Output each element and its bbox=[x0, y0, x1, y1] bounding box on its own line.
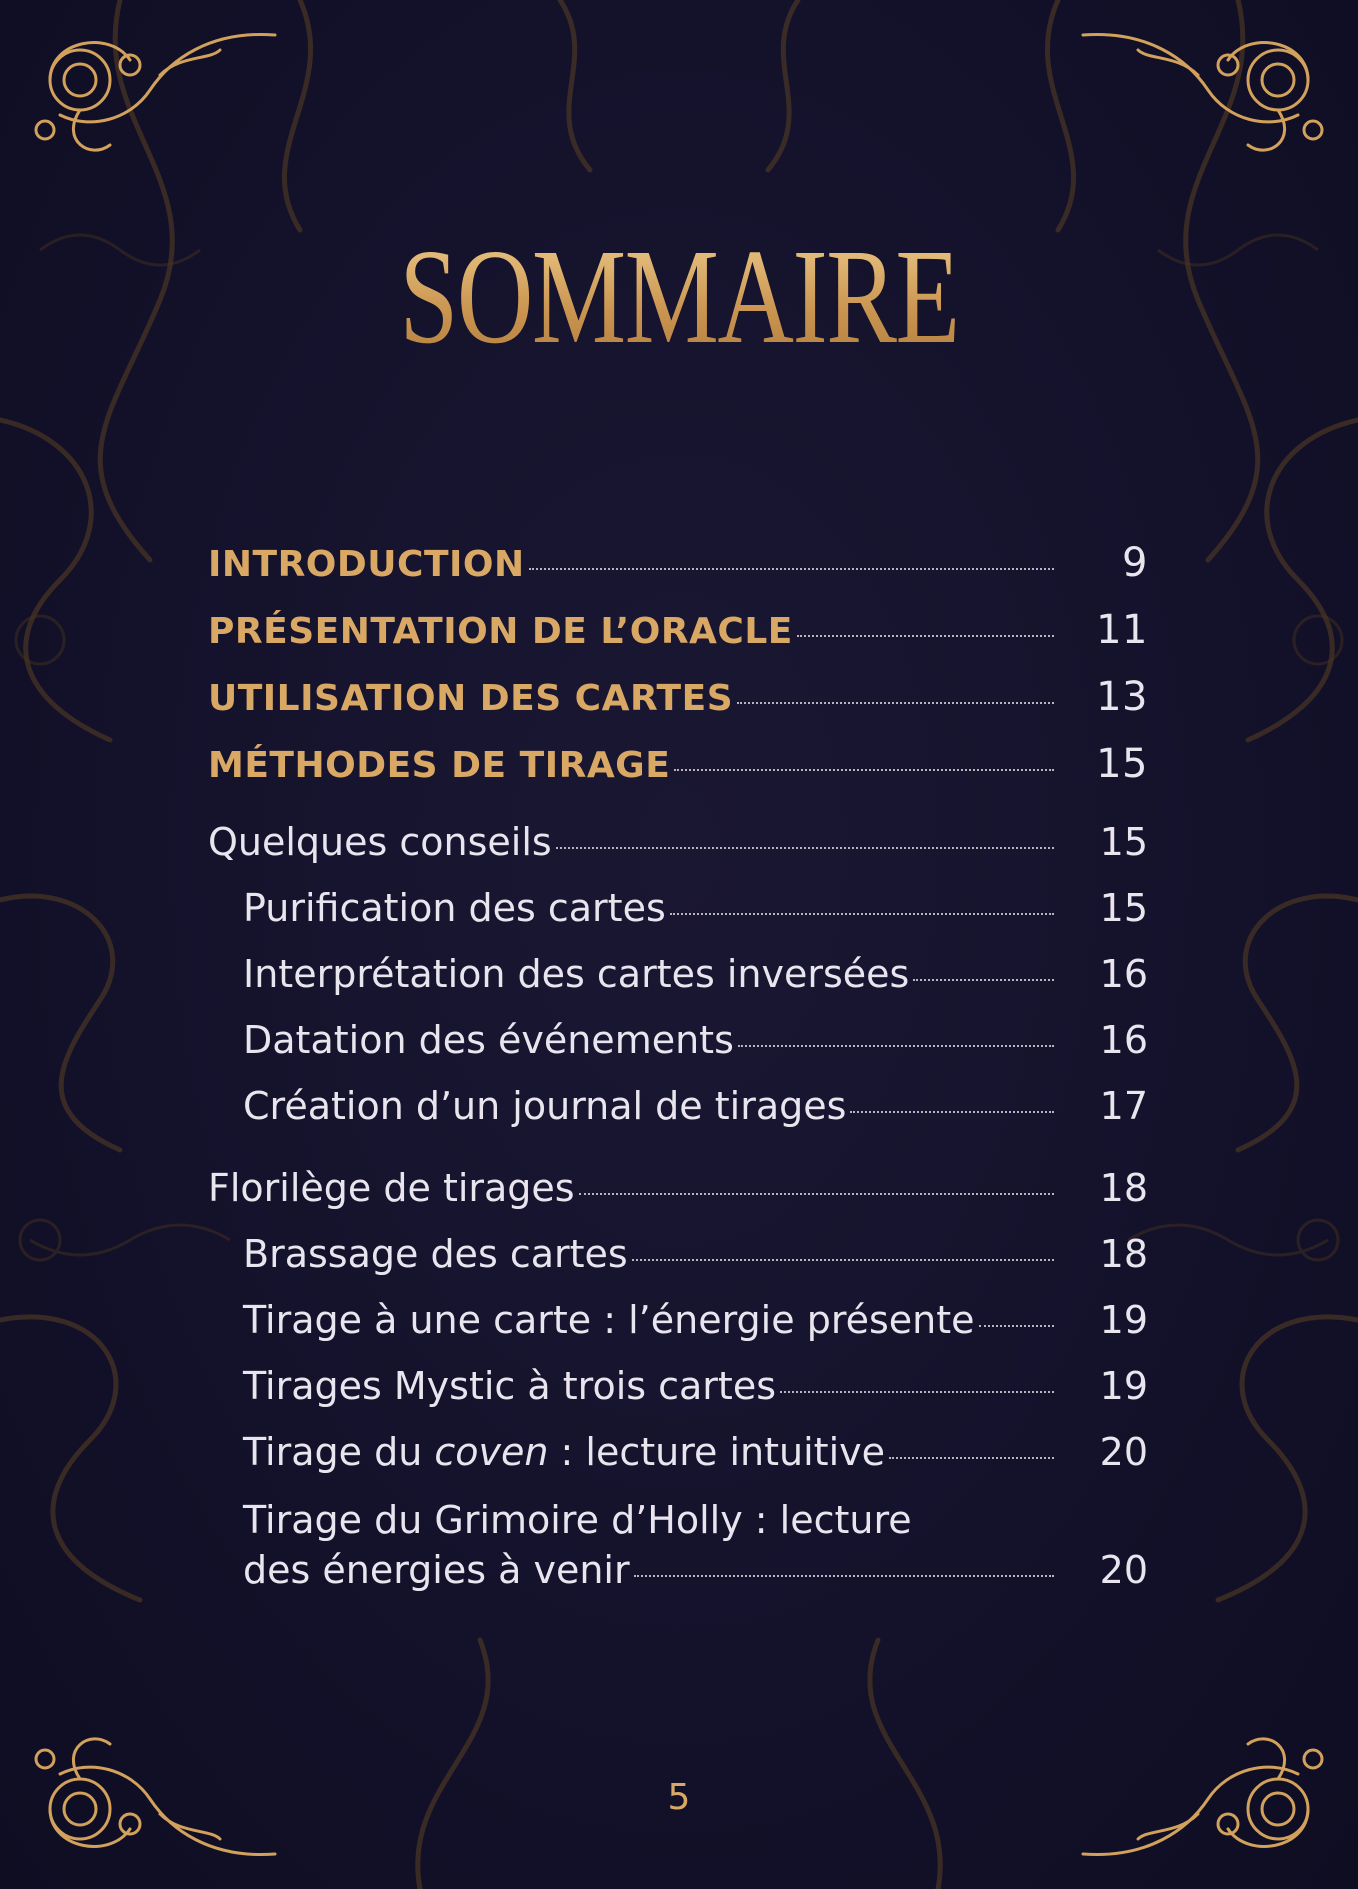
toc-subentry[interactable] bbox=[243, 886, 1148, 930]
toc-entry-label: Brassage des cartes bbox=[243, 1232, 628, 1276]
toc-entry-label: Datation des événements bbox=[243, 1018, 734, 1062]
dot-leader bbox=[670, 913, 1054, 915]
toc-entry-page: 16 bbox=[1099, 1018, 1148, 1062]
dot-leader bbox=[529, 568, 1054, 570]
toc-entry-page: 19 bbox=[1099, 1298, 1148, 1342]
toc-entry-page: 17 bbox=[1099, 1084, 1148, 1128]
dot-leader bbox=[979, 1325, 1054, 1327]
dot-leader bbox=[780, 1391, 1054, 1393]
toc-entry-label: Tirages Mystic à trois cartes bbox=[243, 1364, 777, 1408]
toc-entry-label bbox=[243, 1430, 885, 1474]
toc-entry-label: UTILISATION DES CARTES bbox=[208, 678, 734, 719]
toc-entry-label-line1: Tirage du Grimoire d’Holly : lecture bbox=[243, 1498, 912, 1542]
dot-leader bbox=[850, 1111, 1054, 1113]
dot-leader bbox=[632, 1259, 1054, 1261]
toc-subentry[interactable] bbox=[243, 1084, 1148, 1128]
label-part: Tirage du bbox=[243, 1430, 435, 1474]
dot-leader bbox=[737, 702, 1054, 704]
dot-leader bbox=[634, 1575, 1054, 1577]
toc-entry-line2 bbox=[243, 1548, 1148, 1592]
toc-subentry[interactable] bbox=[243, 1364, 1148, 1408]
toc-entry-page: 15 bbox=[1096, 741, 1148, 787]
toc-subentry-grimoire[interactable] bbox=[243, 1498, 1148, 1592]
toc-entry-page: 18 bbox=[1099, 1166, 1148, 1210]
toc-entry-label: Création d’un journal de tirages bbox=[243, 1084, 847, 1128]
dot-leader bbox=[674, 769, 1054, 771]
toc-entry-presentation[interactable] bbox=[208, 607, 1148, 653]
toc-entry-page: 15 bbox=[1099, 820, 1148, 864]
toc-entry-page: 9 bbox=[1122, 540, 1148, 586]
dot-leader bbox=[579, 1193, 1054, 1195]
toc-section-conseils[interactable] bbox=[208, 820, 1148, 864]
dot-leader bbox=[913, 979, 1054, 981]
dot-leader bbox=[889, 1457, 1054, 1459]
toc-entry-label: Purification des cartes bbox=[243, 886, 666, 930]
toc-entry-page: 13 bbox=[1096, 674, 1148, 720]
toc-entry-page: 20 bbox=[1099, 1430, 1148, 1474]
toc-subentry[interactable] bbox=[243, 1232, 1148, 1276]
toc-subentry[interactable] bbox=[243, 1018, 1148, 1062]
toc-entry-methodes[interactable] bbox=[208, 741, 1148, 787]
toc-entry-page: 15 bbox=[1099, 886, 1148, 930]
toc-entry-label: Florilège de tirages bbox=[208, 1166, 575, 1210]
page-title: SOMMAIRE bbox=[149, 222, 1208, 372]
toc-entry-introduction[interactable] bbox=[208, 540, 1148, 586]
toc-entry-label: Interprétation des cartes inversées bbox=[243, 952, 910, 996]
dot-leader bbox=[797, 635, 1054, 637]
toc-subentry[interactable] bbox=[243, 952, 1148, 996]
toc-entry-label: Quelques conseils bbox=[208, 820, 552, 864]
toc-entry-page: 16 bbox=[1099, 952, 1148, 996]
toc-entry-label: INTRODUCTION bbox=[208, 544, 525, 585]
label-part: : lecture intuitive bbox=[548, 1430, 885, 1474]
toc-entry-label: PRÉSENTATION DE L’ORACLE bbox=[208, 611, 793, 652]
toc-entry-page: 11 bbox=[1096, 607, 1148, 653]
toc-entry-utilisation[interactable] bbox=[208, 674, 1148, 720]
toc-section-florilege[interactable] bbox=[208, 1166, 1148, 1210]
toc-entry-label-line2: des énergies à venir bbox=[243, 1548, 630, 1592]
dot-leader bbox=[738, 1045, 1054, 1047]
toc-entry-page: 18 bbox=[1099, 1232, 1148, 1276]
toc-entry-label: Tirage à une carte : l’énergie présente bbox=[243, 1298, 975, 1342]
toc-subentry-coven[interactable] bbox=[243, 1430, 1148, 1474]
toc-entry-label: MÉTHODES DE TIRAGE bbox=[208, 745, 671, 786]
dot-leader bbox=[556, 847, 1054, 849]
toc-entry-page: 19 bbox=[1099, 1364, 1148, 1408]
toc-entry-page: 20 bbox=[1099, 1548, 1148, 1592]
toc-subentry[interactable] bbox=[243, 1298, 1148, 1342]
label-italic-part: coven bbox=[434, 1430, 549, 1474]
page-number: 5 bbox=[667, 1777, 691, 1818]
